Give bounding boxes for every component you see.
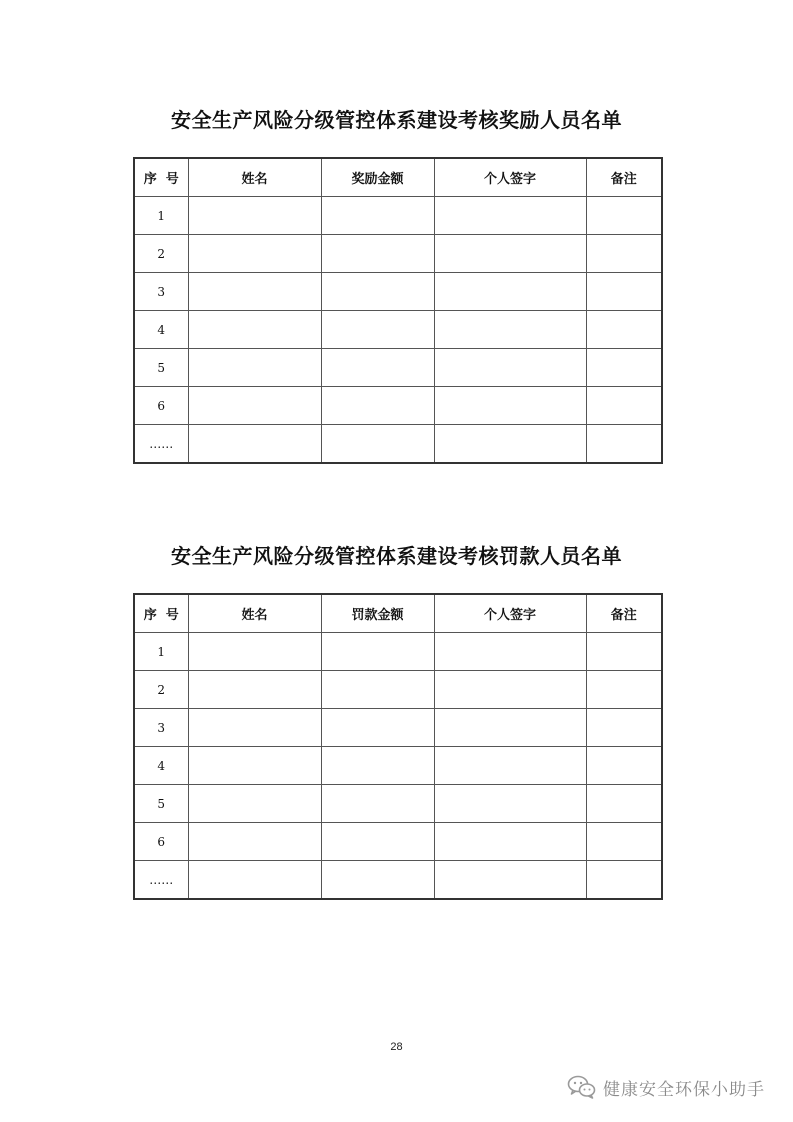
remark-cell [586,425,662,464]
amount-cell [321,709,434,747]
table-row [134,235,662,273]
name-cell [188,235,321,273]
row-seq: 1 [134,633,188,671]
signature-cell [434,387,586,425]
remark-cell [586,387,662,425]
row-seq: …… [134,425,188,464]
amount-cell [321,349,434,387]
signature-cell [434,633,586,671]
table-header-row [134,158,662,197]
signature-cell [434,235,586,273]
amount-cell [321,311,434,349]
name-cell [188,709,321,747]
table-row [134,861,662,900]
header-signature: 个人签字 [434,158,586,197]
signature-cell [434,273,586,311]
table-row [134,671,662,709]
table-row [134,197,662,235]
amount-cell [321,235,434,273]
name-cell [188,671,321,709]
table-row [134,349,662,387]
watermark-text: 健康安全环保小助手 [603,1079,765,1100]
row-seq: 3 [134,709,188,747]
signature-cell [434,823,586,861]
row-seq: 2 [134,235,188,273]
remark-cell [586,671,662,709]
row-seq: 3 [134,273,188,311]
header-name: 姓名 [188,594,321,633]
signature-cell [434,747,586,785]
remark-cell [586,785,662,823]
row-seq: 4 [134,747,188,785]
amount-cell [321,273,434,311]
row-seq: 5 [134,785,188,823]
remark-cell [586,311,662,349]
header-name: 姓名 [188,158,321,197]
row-seq: 5 [134,349,188,387]
remark-cell [586,235,662,273]
signature-cell [434,671,586,709]
name-cell [188,349,321,387]
remark-cell [586,633,662,671]
row-seq: 4 [134,311,188,349]
row-seq: 6 [134,387,188,425]
header-signature: 个人签字 [434,594,586,633]
row-seq: 1 [134,197,188,235]
table-row [134,387,662,425]
amount-cell [321,747,434,785]
table-header-row [134,594,662,633]
header-amount: 奖励金额 [321,158,434,197]
signature-cell [434,425,586,464]
name-cell [188,823,321,861]
amount-cell [321,671,434,709]
name-cell [188,633,321,671]
name-cell [188,387,321,425]
amount-cell [321,785,434,823]
name-cell [188,197,321,235]
remark-cell [586,197,662,235]
reward-list-table [133,157,663,464]
table-row [134,709,662,747]
table-row [134,747,662,785]
name-cell [188,273,321,311]
remark-cell [586,823,662,861]
name-cell [188,747,321,785]
remark-cell [586,709,662,747]
reward-list-title: 安全生产风险分级管控体系建设考核奖励人员名单 [171,108,622,132]
signature-cell [434,709,586,747]
penalty-list-title: 安全生产风险分级管控体系建设考核罚款人员名单 [171,544,622,568]
signature-cell [434,311,586,349]
penalty-list-table [133,593,663,900]
signature-cell [434,349,586,387]
remark-cell [586,273,662,311]
name-cell [188,861,321,900]
name-cell [188,311,321,349]
signature-cell [434,785,586,823]
signature-cell [434,197,586,235]
remark-cell [586,861,662,900]
amount-cell [321,633,434,671]
remark-cell [586,747,662,785]
amount-cell [321,823,434,861]
header-remark: 备注 [586,158,662,197]
table-row [134,425,662,464]
row-seq: …… [134,861,188,900]
watermark [567,1074,765,1100]
header-remark: 备注 [586,594,662,633]
row-seq: 2 [134,671,188,709]
table-row [134,823,662,861]
table-row [134,311,662,349]
header-seq: 序 号 [134,158,188,197]
header-seq: 序 号 [134,594,188,633]
remark-cell [586,349,662,387]
header-amount: 罚款金额 [321,594,434,633]
name-cell [188,785,321,823]
table-row [134,273,662,311]
wechat-icon [567,1074,597,1100]
amount-cell [321,861,434,900]
page-number: 28 [390,1041,403,1053]
signature-cell [434,861,586,900]
amount-cell [321,197,434,235]
row-seq: 6 [134,823,188,861]
table-row [134,633,662,671]
name-cell [188,425,321,464]
amount-cell [321,425,434,464]
table-row [134,785,662,823]
amount-cell [321,387,434,425]
